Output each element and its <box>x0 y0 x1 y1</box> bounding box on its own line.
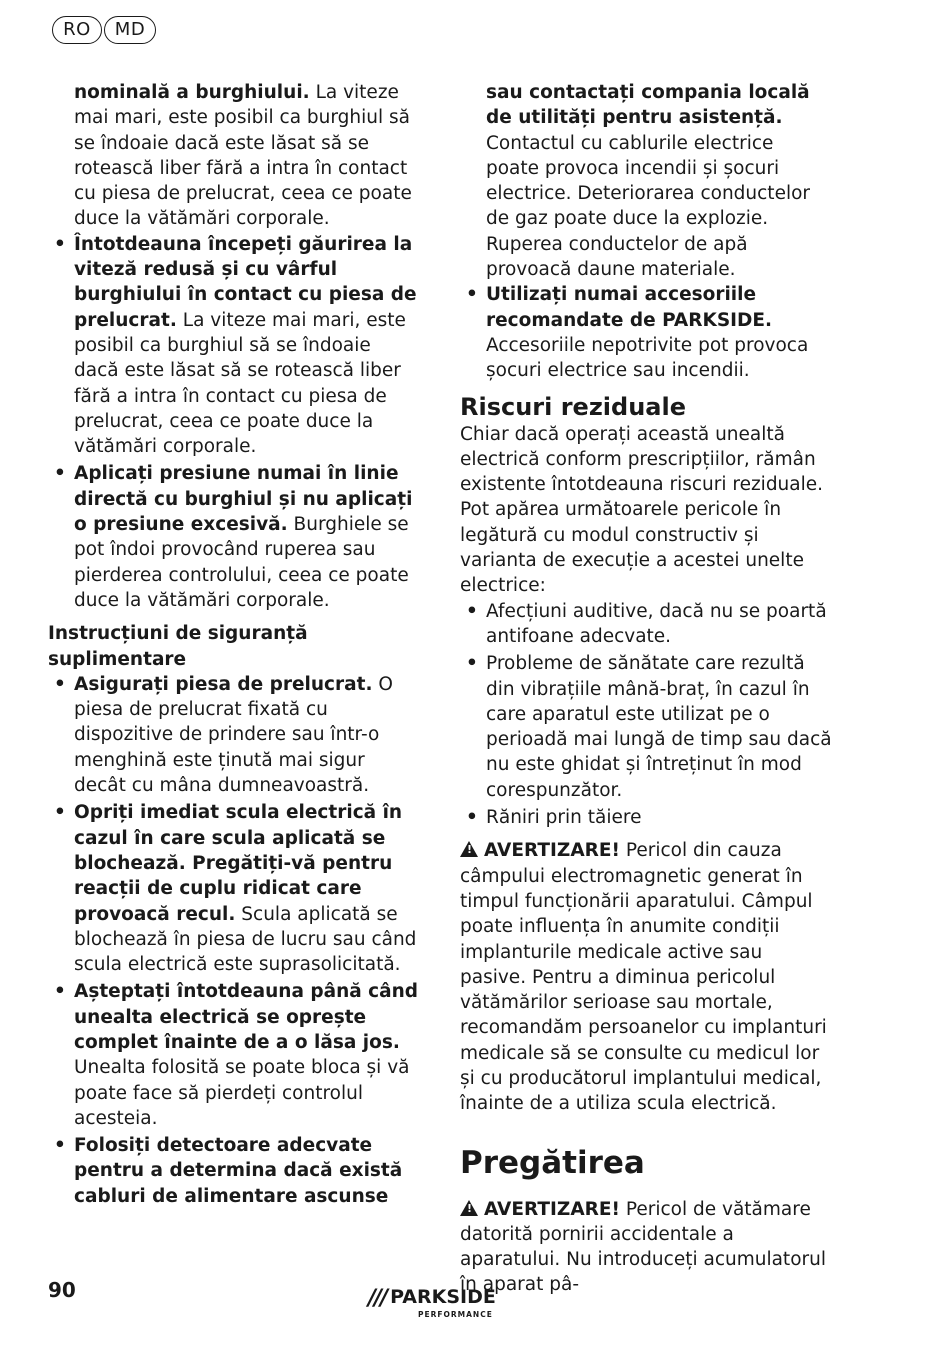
list-item <box>48 979 420 1131</box>
list-item <box>48 672 420 798</box>
body-text: La viteze mai mari, este posibil ca burghiul să se îndoaie dacă este lăsat să se rotească liber fără a intra în contact cu piesa de prelucrat, ceea ce poate duce la vătămări corporale. <box>74 82 412 230</box>
logo-slashes: /// <box>368 1286 387 1311</box>
bold-lead: Întotdeauna începeți găurirea la viteză redusă și cu vârful burghiului în contact cu piesa de prelucrat. <box>74 233 417 331</box>
page-number: 90 <box>48 1278 76 1302</box>
right-column <box>460 80 832 1298</box>
bold-lead: Utilizați numai accesoriile recomandate de PARKSIDE. <box>486 284 773 331</box>
list-item <box>48 232 420 460</box>
section-subheading: Instrucțiuni de siguranță suplimentare <box>48 623 308 670</box>
list-item: • Răniri prin tăiere <box>460 805 832 830</box>
language-badge-ro: RO <box>52 16 102 44</box>
section-heading-preparation: Pregătirea <box>460 1144 645 1181</box>
body-text: La viteze mai mari, este posibil ca burghiul să se îndoaie dacă este lăsat să se rotească liber fără a intra în contact cu piesa de prelucrat, ceea ce poate duce la vătămări corporale. <box>74 309 406 458</box>
body-text: Scula aplicată se blochează în piesa de lucru sau când scula electrică este suprasolicitată. <box>74 903 417 976</box>
warning-label: AVERTIZARE! <box>484 1198 620 1220</box>
list-item: • Afecțiuni auditive, dacă nu se poartă antifoane adecvate. <box>460 599 832 650</box>
bold-lead: nominală a burghiului. <box>74 82 310 103</box>
section-heading-residual-risks: Riscuri reziduale <box>460 392 686 421</box>
warning-label: AVERTIZARE! <box>484 840 620 862</box>
warning-triangle-icon: ! <box>460 1200 478 1216</box>
left-column <box>48 80 420 1209</box>
logo-subtitle: PERFORMANCE <box>418 1310 493 1319</box>
list-item: • Probleme de sănătate care rezultă din vibrațiile mână-braț, în cazul în care aparatul este utilizat pe o perioadă mai lungă de timp sau dacă nu este ghidat și întreținut în mod corespunzător. <box>460 651 832 803</box>
list-item <box>460 282 832 383</box>
list-item <box>48 1133 420 1209</box>
bold-lead: Opriți imediat scula electrică în cazul în care scula aplicată se blochează. Pregătiți-vă pentru reacții de cuplu ridicat care provoacă recul. <box>74 802 403 925</box>
parkside-logo <box>368 1286 496 1319</box>
paragraph <box>48 80 420 232</box>
paragraph <box>460 80 832 282</box>
body-text: Pericol din cauza câmpului electromagnetic generat în timpul funcționării aparatului. Câmpul poate influența în anumite condiții implanturile medicale active sau pasive. Pentru a diminua pericolul vătămărilor serioase sau mortale, recomandăm persoanelor cu implanturi medicale să se consulte cu medicul lor și cu producătorul implantului medical, înainte de a utiliza scula electrică. <box>460 840 827 1115</box>
body-text: Accesoriile nepotrivite pot provoca șocuri electrice sau incendii. <box>486 334 809 382</box>
body-text: Burghiele se pot îndoi provocând ruperea sau pierderea controlului, ceea ce poate duce la vătămări corporale. <box>74 514 409 611</box>
warning-paragraph <box>460 1197 832 1298</box>
bold-lead: Folosiți detectoare adecvate pentru a determina dacă există cabluri de alimentare ascunse <box>74 1135 403 1207</box>
list-item <box>48 800 420 977</box>
language-badge-md: MD <box>104 16 156 44</box>
bold-lead: Așteptați întotdeauna până când unealta electrică se oprește complet înainte de a o lăsa jos. <box>74 981 419 1053</box>
body-text: Unealta folosită se poate bloca și vă poate face să pierdeți controlul acesteia. <box>74 1057 410 1129</box>
body-text: Pericol de vătămare datorită pornirii accidentale a aparatului. Nu introduceți acumulatorul în aparat pâ- <box>460 1198 826 1296</box>
warning-triangle-icon: ! <box>460 841 478 857</box>
bold-lead: Asigurați piesa de prelucrat. <box>74 673 373 695</box>
body-text: Contactul cu cablurile electrice poate provoca incendii și șocuri electrice. Deteriorarea conductelor de gaz poate duce la explozie. Ruperea conductelor de apă provoacă daune materiale. <box>486 132 811 281</box>
warning-paragraph <box>460 838 832 1116</box>
paragraph: Chiar dacă operați această unealtă electrică conform prescripțiilor, rămân existente întotdeauna riscuri reziduale. Pot apărea următoarele pericole în legătură cu modul constructiv și varianta de execuție a acestei unelte electrice: <box>460 423 824 597</box>
list-item <box>48 461 420 613</box>
logo-brand: PARKSIDE <box>390 1286 496 1308</box>
bold-lead: Aplicați presiune numai în linie directă cu burghiul și nu aplicați o presiune excesivă. <box>74 463 413 536</box>
body-text: O piesa de prelucrat fixată cu dispozitive de prindere sau într-o menghină este ținută mai sigur decât cu mâna dumneavoastră. <box>74 673 393 797</box>
bold-lead: sau contactați compania locală de utilități pentru asistență. <box>486 82 810 129</box>
